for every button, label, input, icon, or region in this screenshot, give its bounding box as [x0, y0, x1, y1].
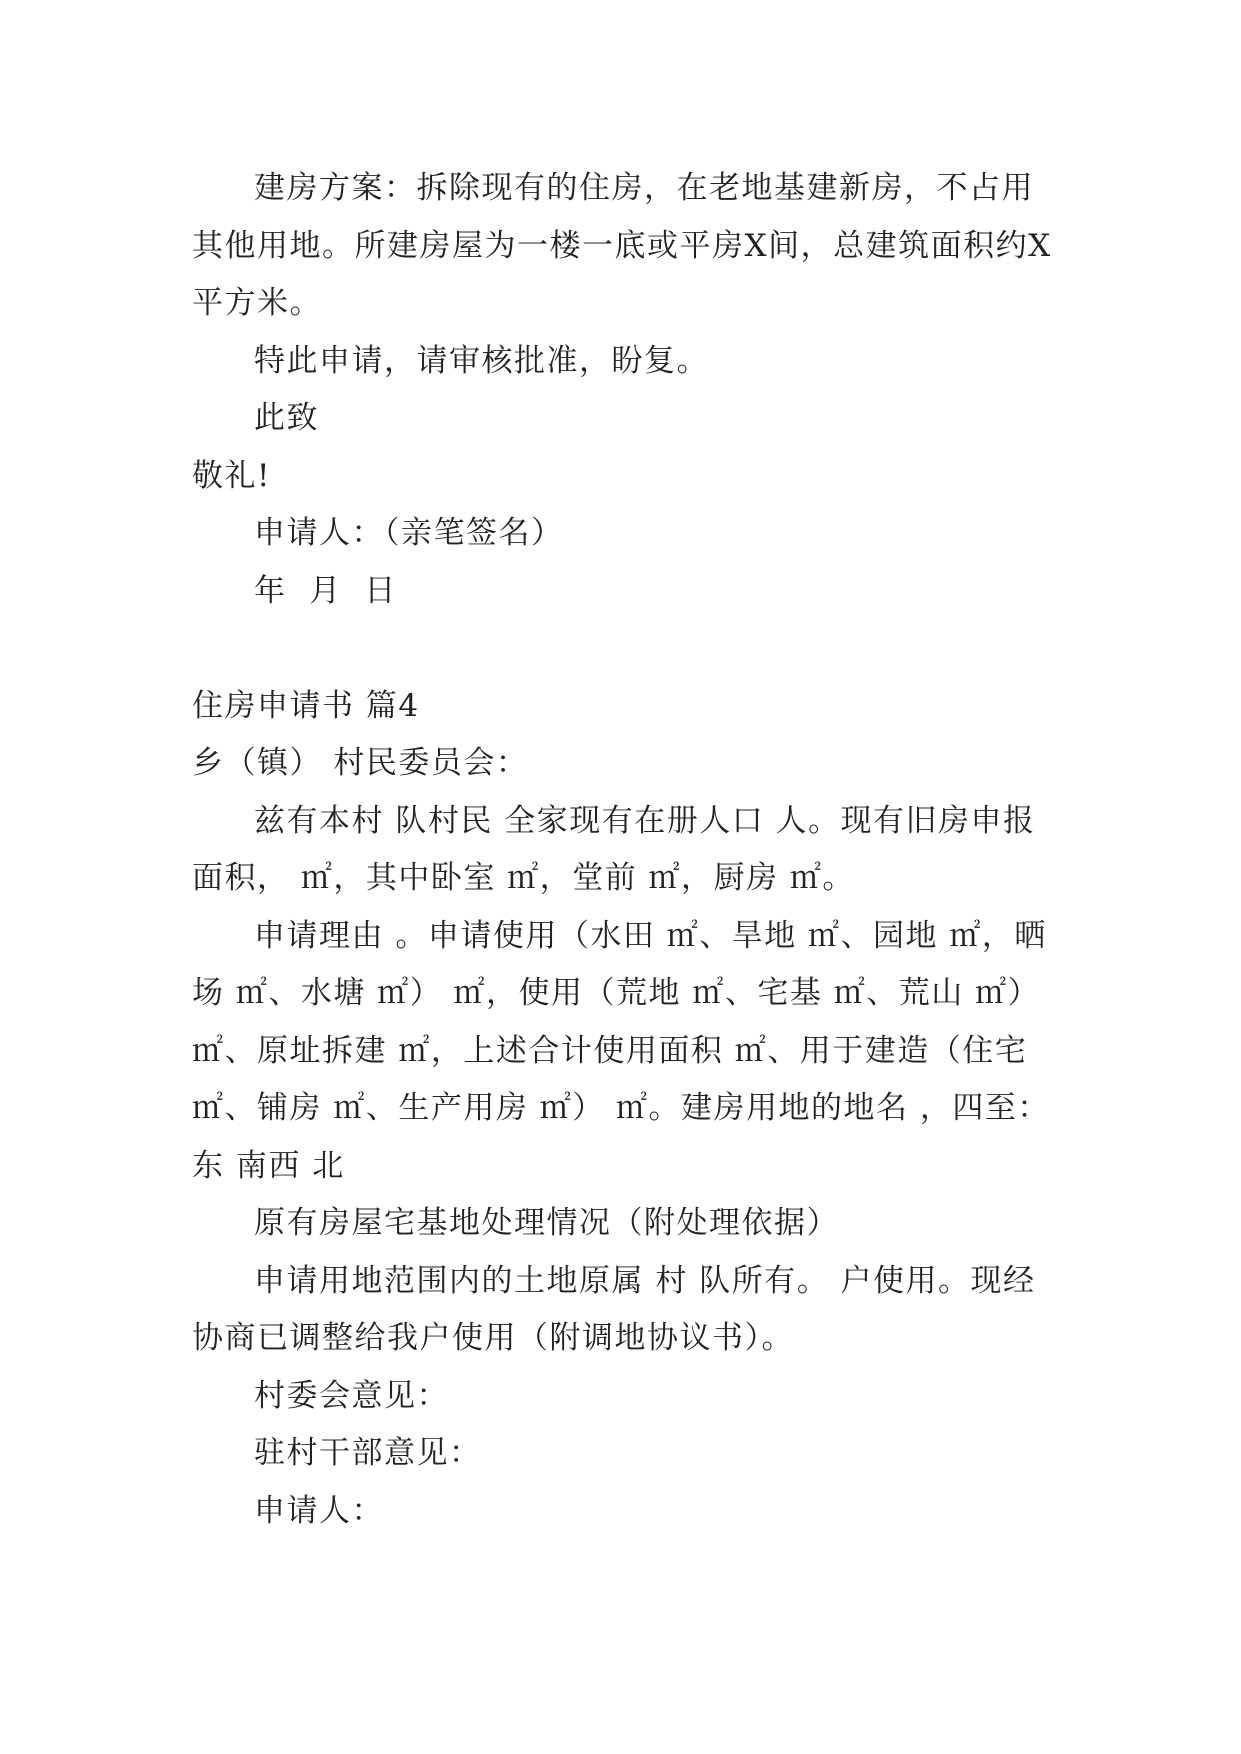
paragraph-cadre-opinion: 驻村干部意见： — [254, 1435, 482, 1471]
section-spacer — [192, 620, 1062, 678]
paragraph-application-reason: 申请理由 。申请使用（水田 ㎡、旱地 ㎡、园地 ㎡，晒场 ㎡、水塘 ㎡） ㎡，使用（荒地 ㎡、宅基 ㎡、荒山 ㎡） ㎡、原址拆建 ㎡，上述合计使用面积 ㎡、用于建造（住宅 ㎡、铺房 ㎡、生产用房 ㎡） ㎡。建房用地的地名 ，四至：东 南西 北 — [192, 917, 1052, 1184]
paragraph-household-info: 兹有本村 队村民 全家现有在册人口 人。现有旧房申报面积， ㎡，其中卧室 ㎡，堂前 ㎡，厨房 ㎡。 — [192, 802, 1036, 896]
paragraph-building-plan: 建房方案：拆除现有的住房，在老地基建新房，不占用其他用地。所建房屋为一楼一底或平房X间，总建筑面积约X平方米。 — [192, 170, 1052, 321]
paragraph-salutation: 此致 — [254, 400, 319, 436]
paragraph-land-ownership: 申请用地范围内的土地原属 村 队所有。 户使用。现经协商已调整给我户使用（附调地协议书）。 — [192, 1262, 1036, 1356]
section-heading: 住房申请书 篇4 — [192, 687, 420, 724]
paragraph-regards: 敬礼! — [192, 457, 271, 494]
paragraph-request-approval: 特此申请，请审核批准，盼复。 — [254, 342, 709, 379]
paragraph-applicant: 申请人： — [254, 1492, 384, 1529]
paragraph-date: 年 月 日 — [254, 572, 397, 609]
document-body — [192, 160, 1062, 1540]
paragraph-original-land: 原有房屋宅基地处理情况（附处理依据） — [254, 1205, 839, 1241]
paragraph-addressee: 乡（镇） 村民委员会： — [192, 745, 529, 781]
paragraph-village-committee-opinion: 村委会意见： — [254, 1377, 449, 1414]
paragraph-applicant-signature: 申请人：（亲笔签名） — [254, 515, 564, 551]
